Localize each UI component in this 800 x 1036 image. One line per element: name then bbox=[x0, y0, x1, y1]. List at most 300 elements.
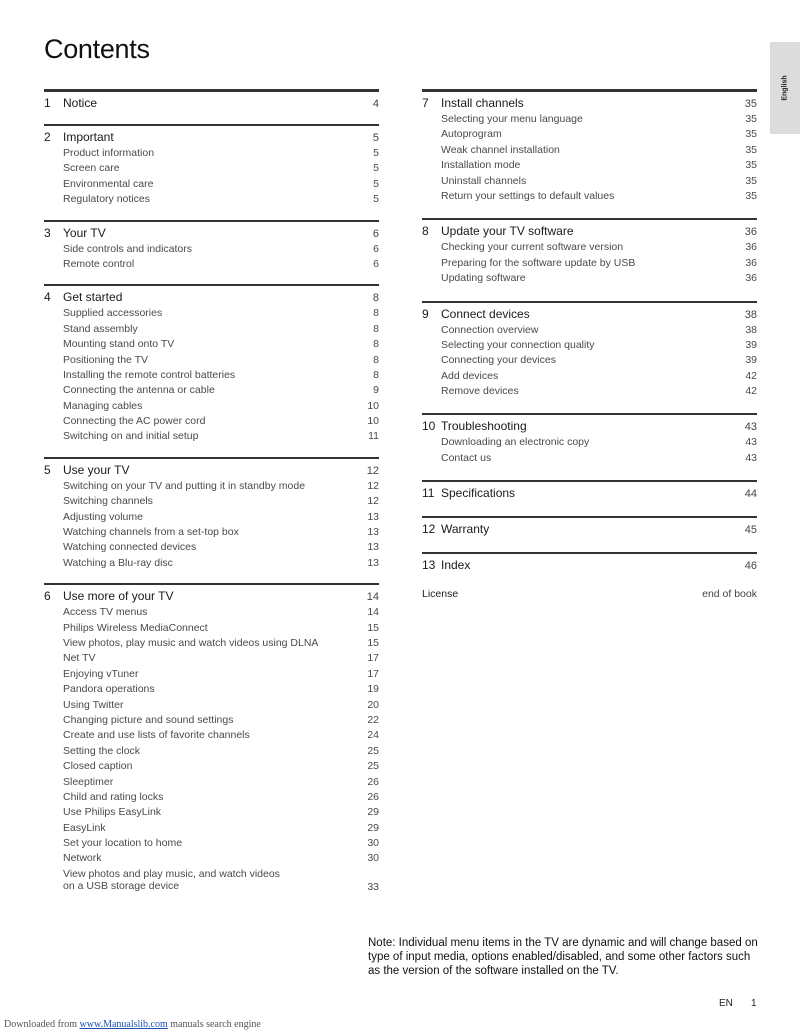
toc-item-page-number: 25 bbox=[367, 744, 379, 757]
toc-item-page-number: 17 bbox=[367, 667, 379, 680]
toc-item[interactable] bbox=[44, 526, 379, 541]
toc-item[interactable] bbox=[44, 852, 379, 867]
toc-right-sections bbox=[422, 89, 757, 575]
toc-item-label bbox=[63, 776, 351, 789]
section-title: Important bbox=[63, 130, 114, 144]
toc-section bbox=[44, 457, 379, 572]
section-heading[interactable] bbox=[422, 558, 757, 575]
toc-section bbox=[422, 218, 757, 287]
footer-language-code: EN bbox=[719, 998, 733, 1009]
section-title: Use your TV bbox=[63, 462, 130, 477]
toc-item-page-number: 38 bbox=[745, 323, 757, 336]
section-heading[interactable] bbox=[44, 463, 379, 480]
section-heading[interactable] bbox=[422, 419, 757, 436]
toc-item-label bbox=[63, 243, 351, 256]
toc-item[interactable] bbox=[422, 241, 757, 256]
toc-item-label-text: Switching on your TV and putting it in standby mode bbox=[63, 479, 306, 492]
toc-item-label bbox=[63, 369, 351, 382]
section-title: Update your TV software bbox=[441, 224, 574, 239]
section-page-number: 43 bbox=[744, 421, 757, 434]
toc-item-label-text: Stand assembly bbox=[63, 322, 138, 335]
toc-item-page-number: 8 bbox=[373, 353, 379, 366]
toc-item-label-text: Contact us bbox=[441, 451, 492, 464]
toc-item[interactable] bbox=[44, 791, 379, 806]
section-page-number: 35 bbox=[744, 98, 757, 110]
toc-item-label-text: Managing cables bbox=[63, 399, 143, 412]
toc-item-page-number: 14 bbox=[367, 606, 379, 619]
toc-section bbox=[422, 516, 757, 539]
toc-section bbox=[422, 413, 757, 467]
toc-item-page-number: 29 bbox=[367, 806, 379, 819]
toc-item[interactable] bbox=[422, 128, 757, 143]
toc-item-page-number: 15 bbox=[367, 636, 379, 649]
toc-item-page-number: 9 bbox=[373, 384, 379, 397]
section-title: Index bbox=[441, 558, 471, 573]
toc-item[interactable] bbox=[44, 243, 379, 258]
toc-item[interactable] bbox=[44, 541, 379, 556]
section-heading[interactable] bbox=[44, 589, 379, 606]
toc-item[interactable] bbox=[44, 760, 379, 775]
toc-item[interactable] bbox=[44, 480, 379, 495]
toc-item[interactable] bbox=[422, 272, 757, 287]
toc-item[interactable] bbox=[44, 557, 379, 572]
toc-item[interactable] bbox=[44, 622, 379, 637]
toc-item-label-text: Remote control bbox=[63, 257, 135, 270]
section-page-number: 44 bbox=[744, 488, 757, 501]
toc-item-label-text: Autoprogram bbox=[441, 128, 502, 141]
toc-item-page-number: 6 bbox=[373, 257, 379, 270]
manualslib-link[interactable]: www.Manualslib.com bbox=[79, 1019, 168, 1030]
language-tab-label: English bbox=[781, 75, 789, 101]
toc-item-label-text: Return your settings to default values bbox=[441, 189, 615, 202]
toc-item[interactable] bbox=[422, 370, 757, 385]
toc-item-label bbox=[63, 323, 351, 336]
section-number: 8 bbox=[422, 224, 429, 239]
toc-item-label bbox=[441, 452, 729, 465]
toc-section bbox=[44, 284, 379, 446]
toc-item-label-text: Positioning the TV bbox=[63, 353, 149, 366]
toc-item-label bbox=[63, 384, 351, 397]
section-title: Use more of your TV bbox=[63, 589, 174, 604]
toc-item-page-number: 19 bbox=[367, 683, 379, 696]
section-title: Troubleshooting bbox=[441, 419, 527, 434]
toc-item[interactable] bbox=[44, 837, 379, 852]
toc-item[interactable] bbox=[44, 193, 379, 208]
toc-item-label-text: Uninstall channels bbox=[441, 174, 527, 187]
toc-item-label bbox=[63, 868, 351, 893]
toc-section bbox=[422, 480, 757, 503]
toc-item[interactable] bbox=[44, 384, 379, 399]
toc-item[interactable] bbox=[44, 606, 379, 621]
section-title: Notice bbox=[63, 96, 98, 110]
toc-item[interactable] bbox=[44, 495, 379, 510]
watermark-suffix: manuals search engine bbox=[167, 1019, 261, 1030]
toc-item-label bbox=[63, 622, 351, 635]
toc-item-label bbox=[63, 307, 351, 320]
toc-item-label bbox=[441, 159, 729, 172]
section-number: 12 bbox=[422, 522, 436, 537]
toc-item-label bbox=[63, 541, 351, 554]
toc-item-label-text: Create and use lists of favorite channels bbox=[63, 729, 250, 742]
toc-item-label bbox=[63, 699, 351, 712]
toc-item[interactable] bbox=[422, 354, 757, 369]
toc-item-label-text: Selecting your connection quality bbox=[441, 338, 595, 351]
toc-item[interactable] bbox=[44, 323, 379, 338]
toc-item-label-text: Use Philips EasyLink bbox=[63, 806, 162, 819]
toc-item-label-text: Access TV menus bbox=[63, 606, 148, 619]
toc-item-label bbox=[63, 511, 351, 524]
toc-item[interactable] bbox=[44, 652, 379, 667]
toc-item-label bbox=[441, 385, 729, 398]
toc-item-label bbox=[63, 400, 351, 413]
toc-item-page-number: 33 bbox=[367, 880, 379, 893]
toc-item-page-number: 8 bbox=[373, 307, 379, 320]
section-heading[interactable] bbox=[44, 130, 379, 147]
toc-item[interactable] bbox=[44, 415, 379, 430]
toc-item[interactable] bbox=[44, 745, 379, 760]
toc-item-label-text: Changing picture and sound settings bbox=[63, 713, 234, 726]
toc-item-label bbox=[441, 175, 729, 188]
toc-item-page-number: 26 bbox=[367, 790, 379, 803]
toc-item-label-text: Using Twitter bbox=[63, 698, 124, 711]
toc-item-page-number: 13 bbox=[367, 526, 379, 539]
section-number: 10 bbox=[422, 419, 436, 434]
toc-item-label-text: Regulatory notices bbox=[63, 193, 150, 206]
toc-item-label-text: Pandora operations bbox=[63, 683, 155, 696]
toc-item[interactable] bbox=[422, 436, 757, 451]
toc-item-page-number: 26 bbox=[367, 775, 379, 788]
toc-item-page-number: 30 bbox=[367, 837, 379, 850]
toc-item-page-number: 36 bbox=[745, 256, 757, 269]
section-page-number: 5 bbox=[372, 132, 379, 144]
toc-item-page-number: 17 bbox=[367, 652, 379, 665]
toc-item-label-text: Watching channels from a set-top box bbox=[63, 526, 239, 539]
toc-item-label bbox=[63, 480, 351, 493]
toc-item-label bbox=[63, 637, 351, 650]
download-watermark bbox=[4, 1019, 261, 1030]
toc-item-label bbox=[63, 745, 351, 758]
toc-item[interactable] bbox=[44, 354, 379, 369]
toc-item-page-number: 42 bbox=[745, 385, 757, 398]
toc-item-page-number: 35 bbox=[745, 113, 757, 125]
section-title: Specifications bbox=[441, 486, 516, 501]
toc-item-page-number: 35 bbox=[745, 143, 757, 156]
toc-item-page-number: 8 bbox=[373, 322, 379, 335]
toc-item-label-text: Enjoying vTuner bbox=[63, 667, 139, 680]
toc-item-page-number: 5 bbox=[373, 147, 379, 159]
section-title: Install channels bbox=[441, 96, 524, 110]
toc-item[interactable] bbox=[44, 430, 379, 445]
section-number: 3 bbox=[44, 225, 51, 240]
toc-item-page-number: 20 bbox=[367, 698, 379, 711]
toc-item-label-text: Checking your current software version bbox=[441, 241, 624, 254]
toc-item[interactable] bbox=[422, 175, 757, 190]
toc-item[interactable] bbox=[422, 452, 757, 467]
section-number: 13 bbox=[422, 558, 436, 573]
section-number: 2 bbox=[44, 130, 51, 144]
toc-item[interactable] bbox=[44, 369, 379, 384]
toc-item-label-text-line2: on a USB storage device bbox=[63, 880, 180, 893]
license-entry[interactable] bbox=[422, 588, 757, 600]
section-heading[interactable] bbox=[422, 522, 757, 539]
toc-item[interactable] bbox=[44, 178, 379, 193]
toc-item-label bbox=[441, 113, 729, 126]
toc-item[interactable] bbox=[44, 683, 379, 698]
toc-item-label-text: Setting the clock bbox=[63, 744, 141, 757]
toc-section bbox=[44, 124, 379, 209]
toc-section bbox=[422, 301, 757, 401]
toc-item-label-text: Installing the remote control batteries bbox=[63, 368, 236, 381]
toc-item-label-text: Mounting stand onto TV bbox=[63, 338, 175, 351]
toc-right-column bbox=[422, 89, 757, 600]
toc-item-label-text: Connection overview bbox=[441, 323, 539, 336]
toc-item-page-number: 6 bbox=[373, 242, 379, 255]
toc-section bbox=[422, 552, 757, 575]
toc-left-column bbox=[44, 89, 379, 904]
toc-item-label-text: Updating software bbox=[441, 272, 526, 285]
toc-item-label bbox=[63, 147, 351, 160]
toc-item-page-number: 35 bbox=[745, 128, 757, 141]
toc-item-label bbox=[441, 339, 729, 352]
toc-item-label-text: Watching a Blu-ray disc bbox=[63, 556, 173, 569]
toc-item-label-text: Closed caption bbox=[63, 760, 133, 773]
toc-item[interactable] bbox=[44, 511, 379, 526]
toc-item-label bbox=[63, 430, 351, 443]
toc-item-label-text: Side controls and indicators bbox=[63, 242, 192, 255]
toc-item-label-text: Watching connected devices bbox=[63, 541, 197, 554]
toc-item-page-number: 43 bbox=[745, 436, 757, 449]
toc-item-page-number: 36 bbox=[745, 272, 757, 285]
section-page-number: 12 bbox=[366, 464, 379, 477]
toc-item-label-text: Connecting the AC power cord bbox=[63, 415, 206, 428]
section-heading[interactable] bbox=[44, 290, 379, 307]
toc-item-page-number: 29 bbox=[367, 821, 379, 834]
toc-item-page-number: 13 bbox=[367, 541, 379, 554]
section-number: 11 bbox=[422, 486, 435, 501]
toc-item-label bbox=[63, 338, 351, 351]
section-number: 4 bbox=[44, 290, 51, 305]
section-page-number: 8 bbox=[372, 292, 379, 305]
toc-item[interactable] bbox=[44, 147, 379, 162]
toc-item-label bbox=[441, 436, 729, 449]
toc-item-label-text: Remove devices bbox=[441, 385, 519, 398]
toc-item-label bbox=[63, 837, 351, 850]
toc-item-label-text: Supplied accessories bbox=[63, 307, 163, 320]
section-page-number: 6 bbox=[372, 227, 379, 240]
toc-item[interactable] bbox=[44, 868, 379, 893]
section-number: 1 bbox=[44, 96, 51, 110]
toc-item-page-number: 39 bbox=[745, 354, 757, 367]
toc-item-page-number: 30 bbox=[367, 852, 379, 865]
toc-item-label-text: Network bbox=[63, 852, 102, 865]
toc-item-label-text: Philips Wireless MediaConnect bbox=[63, 621, 208, 634]
toc-item-label bbox=[63, 729, 351, 742]
section-page-number: 46 bbox=[744, 560, 757, 573]
toc-item-label bbox=[63, 495, 351, 508]
toc-item[interactable] bbox=[422, 190, 757, 205]
toc-item[interactable] bbox=[44, 668, 379, 683]
toc-item-label bbox=[441, 354, 729, 367]
toc-item-label-text: View photos and play music, and watch videos bbox=[63, 867, 280, 880]
section-page-number: 14 bbox=[366, 591, 379, 604]
section-heading[interactable] bbox=[44, 96, 379, 113]
toc-item-page-number: 5 bbox=[373, 177, 379, 190]
toc-item[interactable] bbox=[422, 159, 757, 174]
toc-item-label-text: Environmental care bbox=[63, 177, 154, 190]
toc-item-label bbox=[63, 193, 351, 206]
toc-section bbox=[44, 220, 379, 274]
toc-item-label bbox=[63, 162, 351, 175]
toc-item-label-text: Add devices bbox=[441, 369, 499, 382]
toc-item-label-text: EasyLink bbox=[63, 821, 106, 834]
section-heading[interactable] bbox=[422, 224, 757, 241]
toc-item-label-text: Connecting the antenna or cable bbox=[63, 384, 215, 397]
toc-item-page-number: 10 bbox=[367, 399, 379, 412]
toc-item-label bbox=[441, 272, 729, 285]
toc-item-label bbox=[63, 852, 351, 865]
toc-item-label bbox=[441, 144, 729, 157]
toc-item[interactable] bbox=[44, 258, 379, 273]
toc-item[interactable] bbox=[422, 113, 757, 128]
toc-item-label bbox=[63, 526, 351, 539]
section-title: Get started bbox=[63, 290, 123, 305]
toc-item-label-text: Downloading an electronic copy bbox=[441, 436, 590, 449]
toc-item-page-number: 12 bbox=[367, 479, 379, 492]
section-page-number: 36 bbox=[744, 226, 757, 239]
toc-item[interactable] bbox=[44, 729, 379, 744]
toc-item-label bbox=[63, 806, 351, 819]
toc-item-page-number: 8 bbox=[373, 368, 379, 381]
license-page: end of book bbox=[702, 588, 757, 601]
toc-item-label-text: Selecting your menu language bbox=[441, 113, 583, 125]
toc-section bbox=[422, 89, 757, 205]
toc-item[interactable] bbox=[44, 338, 379, 353]
license-label: License bbox=[422, 588, 459, 601]
toc-item-label-text: View photos, play music and watch videos using DLNA bbox=[63, 636, 319, 649]
toc-item[interactable] bbox=[422, 324, 757, 339]
toc-item-label-text: Connecting your devices bbox=[441, 354, 556, 367]
toc-item-label-text: Set your location to home bbox=[63, 837, 183, 850]
toc-section bbox=[44, 89, 379, 113]
note-text: Note: Individual menu items in the TV are dynamic and will change based on type of input media, options enabled/disabled, and some other factors such as the version of the software installed on the TV. bbox=[368, 937, 758, 977]
toc-item[interactable] bbox=[422, 339, 757, 354]
toc-item-page-number: 5 bbox=[373, 193, 379, 206]
toc-item-page-number: 11 bbox=[368, 430, 379, 443]
toc-item[interactable] bbox=[44, 699, 379, 714]
toc-item-label-text: Product information bbox=[63, 147, 155, 159]
language-tab bbox=[770, 42, 800, 134]
toc-item-label bbox=[441, 324, 729, 337]
toc-item[interactable] bbox=[44, 714, 379, 729]
toc-item[interactable] bbox=[44, 822, 379, 837]
section-page-number: 45 bbox=[744, 524, 757, 537]
toc-item-label bbox=[441, 241, 729, 254]
toc-item-page-number: 35 bbox=[745, 159, 757, 172]
footer-page-number: 1 bbox=[751, 998, 757, 1009]
toc-item-label bbox=[63, 178, 351, 191]
toc-item-page-number: 24 bbox=[367, 729, 379, 742]
toc-item-page-number: 36 bbox=[745, 241, 757, 254]
toc-item-page-number: 43 bbox=[745, 451, 757, 464]
toc-item-page-number: 35 bbox=[745, 174, 757, 187]
toc-item-label bbox=[63, 557, 351, 570]
toc-item[interactable] bbox=[44, 776, 379, 791]
toc-item[interactable] bbox=[422, 144, 757, 159]
toc-item-label bbox=[441, 190, 729, 203]
toc-item-page-number: 39 bbox=[745, 338, 757, 351]
toc-item-page-number: 8 bbox=[373, 338, 379, 351]
toc-item-label-text: Sleeptimer bbox=[63, 775, 114, 788]
toc-item-label bbox=[63, 791, 351, 804]
toc-item-label bbox=[441, 128, 729, 141]
toc-item-label bbox=[63, 652, 351, 665]
toc-item[interactable] bbox=[44, 162, 379, 177]
toc-item-label-text: Preparing for the software update by USB bbox=[441, 256, 636, 269]
section-number: 6 bbox=[44, 589, 51, 604]
toc-item-label bbox=[63, 354, 351, 367]
toc-item-label bbox=[63, 668, 351, 681]
toc-item-page-number: 10 bbox=[367, 415, 379, 428]
section-page-number: 38 bbox=[744, 308, 757, 321]
toc-item-label-text: Installation mode bbox=[441, 159, 521, 172]
section-title: Connect devices bbox=[441, 306, 530, 321]
section-number: 9 bbox=[422, 306, 429, 321]
section-heading[interactable] bbox=[422, 307, 757, 324]
toc-item-page-number: 13 bbox=[367, 510, 379, 523]
toc-item[interactable] bbox=[44, 400, 379, 415]
toc-item-page-number: 13 bbox=[367, 556, 379, 569]
toc-item-page-number: 25 bbox=[367, 760, 379, 773]
section-number: 5 bbox=[44, 462, 51, 477]
toc-item-page-number: 12 bbox=[367, 495, 379, 508]
section-heading[interactable] bbox=[422, 486, 757, 503]
toc-item-page-number: 15 bbox=[367, 621, 379, 634]
toc-item-page-number: 42 bbox=[745, 369, 757, 382]
toc-item[interactable] bbox=[44, 307, 379, 322]
section-title: Your TV bbox=[63, 225, 106, 240]
toc-item[interactable] bbox=[422, 385, 757, 400]
toc-item-label-text: Switching channels bbox=[63, 495, 153, 508]
toc-item[interactable] bbox=[422, 257, 757, 272]
toc-item-page-number: 35 bbox=[745, 189, 757, 202]
toc-item[interactable] bbox=[44, 637, 379, 652]
watermark-prefix: Downloaded from bbox=[4, 1019, 80, 1030]
section-number: 7 bbox=[422, 96, 429, 110]
section-page-number: 4 bbox=[372, 98, 379, 110]
toc-item-label bbox=[63, 822, 351, 835]
section-title: Warranty bbox=[441, 522, 490, 537]
toc-item-label-text: Screen care bbox=[63, 162, 120, 175]
toc-item-label bbox=[441, 370, 729, 383]
toc-item-label-text: Switching on and initial setup bbox=[63, 430, 199, 443]
toc-item-page-number: 22 bbox=[367, 713, 379, 726]
toc-item-label bbox=[63, 415, 351, 428]
toc-section bbox=[44, 583, 379, 893]
toc-item-label bbox=[63, 714, 351, 727]
toc-item-label bbox=[441, 257, 729, 270]
toc-item-label bbox=[63, 683, 351, 696]
toc-item-label-text: Child and rating locks bbox=[63, 790, 164, 803]
toc-item-label bbox=[63, 258, 351, 271]
toc-item[interactable] bbox=[44, 806, 379, 821]
section-heading[interactable] bbox=[422, 96, 757, 113]
section-heading[interactable] bbox=[44, 226, 379, 243]
toc-item-page-number: 5 bbox=[373, 162, 379, 175]
page-title: Contents bbox=[44, 34, 150, 64]
toc-item-label-text: Net TV bbox=[63, 652, 96, 665]
toc-item-label-text: Adjusting volume bbox=[63, 510, 143, 523]
toc-item-label bbox=[63, 606, 351, 619]
